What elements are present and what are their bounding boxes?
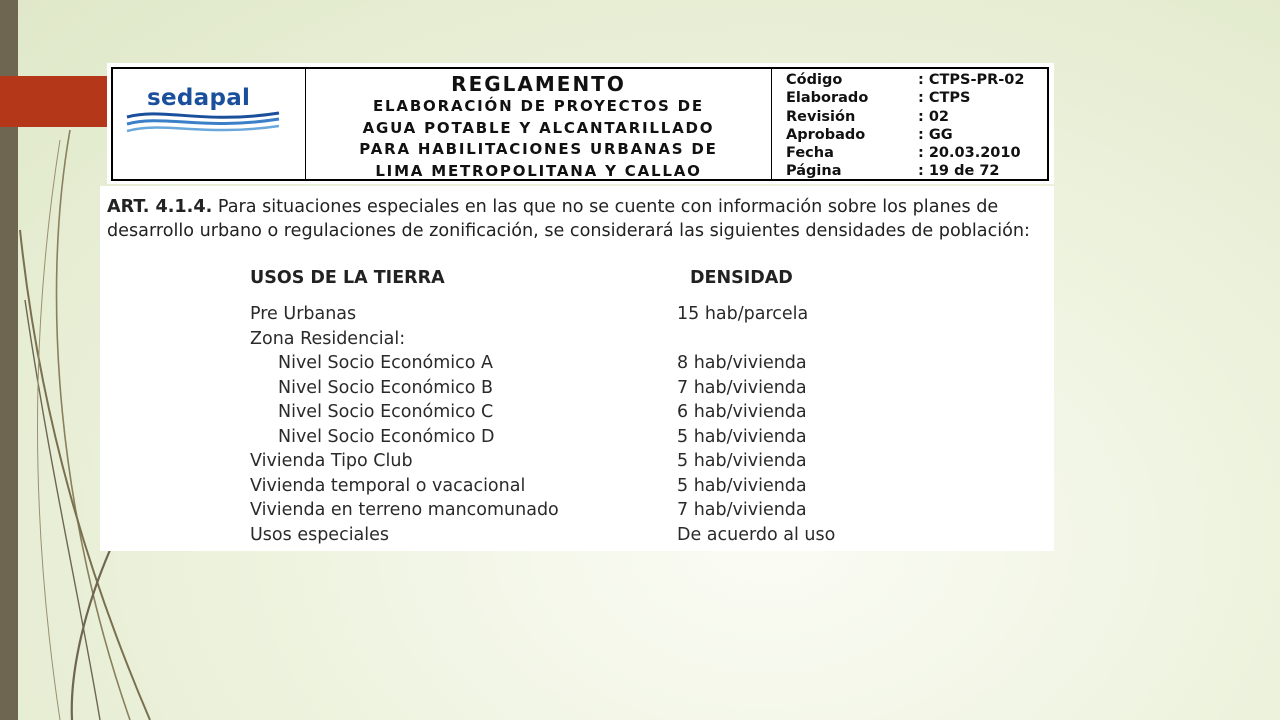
density-value: De acuerdo al uso [677,524,836,545]
density-list [250,302,950,547]
article-paragraph [107,195,1047,243]
logo-waves-icon [123,109,283,139]
land-use-label: Pre Urbanas [250,304,357,324]
density-value: 8 hab/vivienda [677,353,807,373]
density-row [250,351,950,376]
land-use-label: Vivienda Tipo Club [250,451,413,471]
land-use-label: Usos especiales [250,524,390,545]
metadata-cell [772,69,1047,179]
meta-key: Página [786,163,842,180]
land-use-label: Vivienda en terreno mancomunado [250,500,559,520]
density-value: 15 hab/parcela [677,304,809,324]
density-value: 5 hab/vivienda [677,451,807,471]
column-header-uses: USOS DE LA TIERRA [250,268,445,288]
meta-key: Fecha [786,145,834,162]
header-table [111,67,1049,181]
meta-row-pagina [786,162,1047,180]
land-use-label: Vivienda temporal o vacacional [250,475,526,496]
land-use-label: Zona Residencial: [250,328,406,349]
meta-key: Código [786,72,843,88]
density-row [250,474,950,499]
column-header-density: DENSIDAD [690,268,793,288]
density-value: 5 hab/vivienda [677,426,807,447]
meta-key: Elaborado [786,90,869,107]
density-value: 5 hab/vivienda [677,475,807,496]
meta-row-aprobado [786,126,1047,144]
meta-row-elaborado [786,89,1047,107]
meta-row-revision [786,108,1047,126]
land-use-label: Nivel Socio Económico B [278,377,494,398]
density-row [250,498,950,523]
density-value: 6 hab/vivienda [677,402,807,422]
meta-key: Aprobado [786,126,866,143]
land-use-label: Nivel Socio Económico D [278,426,495,447]
meta-value: : GG [918,126,953,143]
logo-cell [113,69,306,179]
density-value: 7 hab/vivienda [677,377,807,398]
article-number: ART. 4.1.4. [107,197,213,217]
subtitle-line: PARA HABILITACIONES URBANAS DE [359,140,718,158]
density-row [250,376,950,401]
document-header [107,63,1054,184]
meta-value: : 19 de 72 [918,163,1000,180]
density-row [250,449,950,474]
density-row [250,400,950,425]
meta-value: : CTPS [918,90,971,107]
density-row [250,425,950,450]
document-body [100,186,1054,551]
meta-row-fecha [786,144,1047,162]
sedapal-logo: sedapal [147,85,251,111]
meta-value: : 02 [918,108,950,125]
regulation-title-cell [306,69,772,179]
regulation-title: REGLAMENTO [451,72,626,96]
article-text: Para situaciones especiales en las que no se cuente con información sobre los planes de desarrollo urbano o regulaciones de zonificación, se considerará las siguientes densidades de población: [107,197,1030,241]
slide-accent-bar [0,76,112,127]
subtitle-line: ELABORACIÓN DE PROYECTOS DE [373,97,704,115]
subtitle-line: LIMA METROPOLITANA Y CALLAO [375,161,702,180]
density-row [250,302,950,327]
subtitle-line: AGUA POTABLE Y ALCANTARILLADO [362,118,715,137]
meta-row-codigo [786,71,1047,89]
density-row [250,523,950,548]
density-value: 7 hab/vivienda [677,500,807,520]
land-use-label: Nivel Socio Económico C [278,402,494,422]
density-row [250,327,950,352]
meta-value: : CTPS-PR-02 [918,72,1025,88]
meta-value: : 20.03.2010 [918,145,1021,162]
land-use-label: Nivel Socio Económico A [278,353,494,373]
meta-key: Revisión [786,108,856,125]
